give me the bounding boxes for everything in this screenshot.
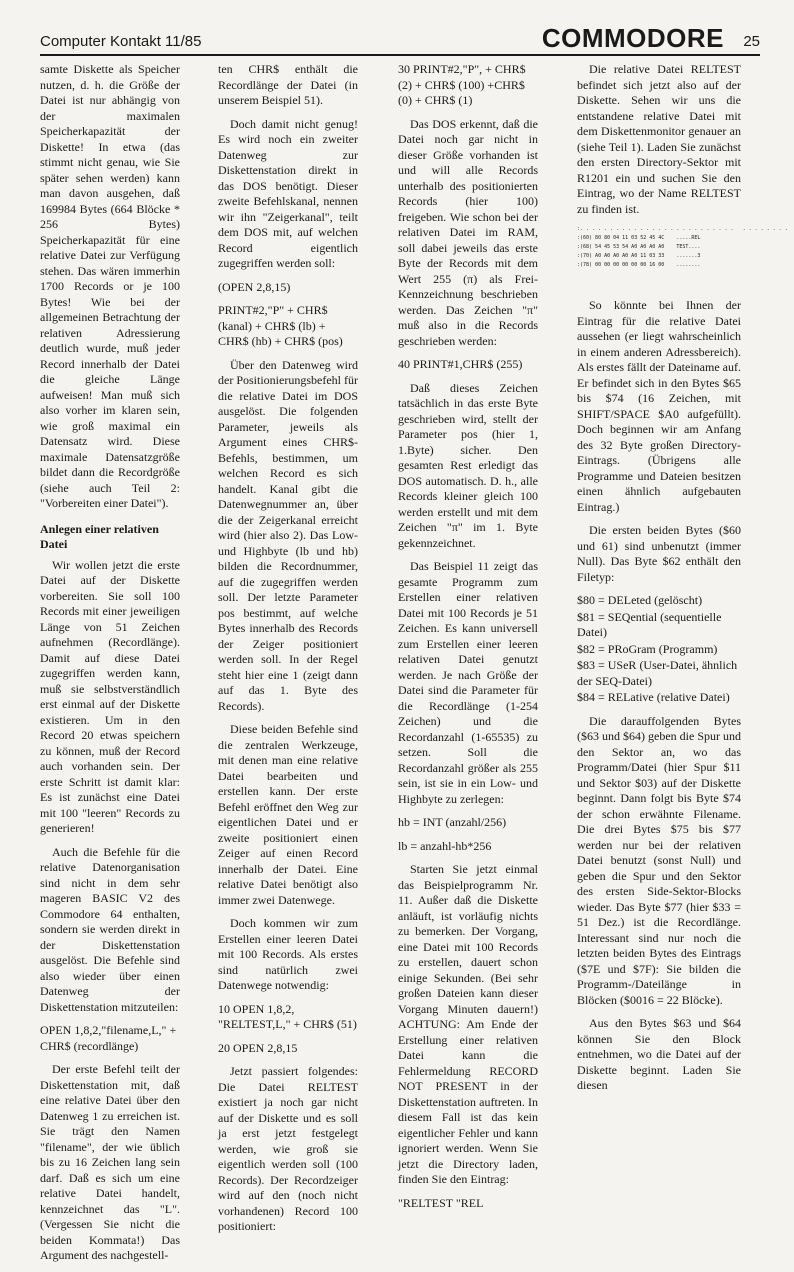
- code-line: (OPEN 2,8,15): [218, 279, 291, 294]
- paragraph: Das Beispiel 11 zeigt das gesamte Programm zum Erstellen einer relativen Datei mit 100 Records je 51 Zeichen. Es kann universell zum Erstellen einer leeren relativen Datei genutzt werden. Je nach Größe der Datei sind die Parameter für die Recordlänge (1-254 Zeichen) und die Recordanzahl (1-65535) zu setzen. Soll die Recordanzahl größer als 255 sein, ist sie in ein Low- und Highbyte zu zerlegen:: [398, 559, 538, 806]
- filetype-item: $84 = RELative (relative Datei): [577, 690, 730, 704]
- code-line: 40 PRINT#1,CHR$ (255): [398, 357, 523, 371]
- paragraph: Doch kommen wir zum Erstellen einer leeren Datei mit 100 Records. Als erstes sind natürlich zwei Datenwege notwendig:: [218, 916, 358, 992]
- column-1: [40, 62, 180, 1272]
- paragraph: ten CHR$ enthält die Recordlänge der Datei (in unserem Beispiel 51).: [218, 62, 358, 107]
- paragraph: Über den Datenweg wird der Positionierungsbefehl für die relative Datei im DOS ausgelöst. Die folgenden Parameter, jeweils als Argument eines CHR$-Befehls, bestimmen, um welchen Record es sich handelt. Kanal gibt die Datenwegnummer an, über die der Zeigerkanal erreicht wird (hier also 2). Das Low- und Highbyte (lb und hb) bilden die Recordnummer, auf die zugegriffen werden soll. Der letzte Parameter pos bestimmt, auf welche Bytes innerhalb des Records der Zeiger positioniert werden soll. In der Regel steht hier eine 1 (zeigt dann auf das 1. Byte des Records).: [218, 357, 358, 713]
- paragraph: Die ersten beiden Bytes ($60 und 61) sind unbenutzt (immer Null). Das Byte $62 enthält den Filetyp:: [577, 523, 741, 584]
- column-2: [218, 62, 358, 1243]
- paragraph: So könnte bei Ihnen der Eintrag für die relative Datei aussehen (er liegt wahrscheinlich in einem anderen Adressbereich). Als erstes fällt der Dateiname auf. Er befindet sich in den Bytes $65 bis $74 (16 Zeichen, mit SHIFT/SPACE $A0 aufgefüllt). Doch beginnen wir am Anfang des 32 Byte großen Directory-Eintrags. (Übrigens alle Programme und Dateien besitzen einen ähnlich aufgebauten Eintrag.): [577, 298, 741, 514]
- paragraph: Jetzt passiert folgendes: Die Datei RELTEST existiert ja noch gar nicht auf der Diskette und es soll ja erst jetzt festgelegt werden, wie groß sie eigentlich werden soll (100 Records). Der Recordzeiger wird auf den (noch nicht vorhandenen) Record 100 positioniert:: [218, 1064, 358, 1233]
- hex-dump: :. . . . . . . . . . . . . . . . . . . . . . . . . . . . . . . . . . :(60) 80 80 04 11 03 52 45 4C .....REL :(68) 54 45 53 54 A0 A0 A0 A0 TEST.... :(70) A0 A0 A0 A0 A0 11 03 33 .......3 :(78) 00 00 00 00 00 00 16 00 ........: [577, 226, 788, 268]
- section-title: COMMODORE: [541, 23, 724, 53]
- paragraph: Doch damit nicht genug! Es wird noch ein zweiter Datenweg zur Diskettenstation direkt in das DOS benötigt. Dieser zweite Befehlskanal, nennen wir ihn "Zeigerkanal", teilt dem DOS mit, auf welchen Record eigentlich zugegriffen werden soll:: [218, 116, 358, 270]
- paragraph: Das DOS erkennt, daß die Datei noch gar nicht in dieser Größe vorhanden ist und will alle Records unterhalb des positionierten Records (hier 100) freigeben. Wie schon bei der relativen Datei im RAM, soll dabei jeweils das erste Byte der Records mit dem Wert 255 (π) als Frei-Kennzeichnung beschrieben werden. Das Zeichen "π" muß also in die Records geschrieben werden:: [398, 116, 538, 348]
- paragraph: Die darauffolgenden Bytes ($63 und $64) geben die Spur und den Sektor an, wo das Programm/Datei (hier Spur $11 und Sektor $03) auf der Diskette beginnt. Dann folgt bis Byte $74 der schon erwähnte Filename. Die drei Bytes $75 bis $77 werden nur bei der relativen Datei benutzt (sonst Null) und geben die Spur und den Sektor des ersten Side-Sektor-Blocks wieder. Das Byte $77 (hier $33 = 51 Dez.) ist die Recordlänge. Interessant sind nur noch die letzten beiden Bytes des Eintrags ($7E und $7F): Sie bilden die Programm-/Dateilänge in Blöcken ($0016 = 22 Blöcke).: [577, 713, 741, 1007]
- column-3: [398, 62, 538, 1219]
- magazine-issue: Computer Kontakt 11/85: [40, 33, 202, 50]
- code-line: 10 OPEN 1,8,2, "RELTEST,L," + CHR$ (51): [218, 1001, 357, 1031]
- code-line: hb = INT (anzahl/256): [398, 815, 507, 829]
- column-4: [577, 62, 788, 1102]
- paragraph: Diese beiden Befehle sind die zentralen Werkzeuge, mit denen man eine relative Datei bearbeiten und erstellen kann. Der erste Befehl eröffnet den Weg zur eigentlichen Datei und er zweite positioniert einen Zeiger auf einen Record innerhalb der Datei. Eine relative Datei benötigt also immer zwei Datenwege.: [218, 722, 358, 907]
- paragraph: Daß dieses Zeichen tatsächlich in das erste Byte geschrieben wird, stellt der Parameter pos (hier 1, 1.Byte) sicher. Den gesamten Rest erledigt das DOS automatisch. D. h., alle Records kleiner gleich 100 werden erstellt und mit dem Zeichen "π" im 1. Byte gekennzeichnet.: [398, 380, 538, 550]
- paragraph: Aus den Bytes $63 und $64 können Sie den Block entnehmen, wo die Datei auf der Diskette beginnt. Laden Sie diesen: [577, 1016, 741, 1092]
- filetype-item: $80 = DELeted (gelöscht): [577, 593, 703, 607]
- paragraph: Starten Sie jetzt einmal das Beispielprogramm Nr. 11. Außer daß die Diskette anläuft, ist vorläufig nichts zu bemerken. Der Vorgang, eine Datei mit 100 Records zu erstellen, dauert schon einige Sekunden. (Bei sehr großen Dateien kann dieser Vorgang Minuten dauern!) ACHTUNG: Am Ende der Erstellung einer relativen Datei kann die Fehlermeldung RECORD NOT PRESENT in der Diskettenstation auftreten. In diesem Fall ist das kein eigentlicher Fehler und kann ignoriert werden. Wenn Sie jetzt die Directory laden, finden Sie den Eintrag:: [398, 862, 538, 1186]
- code-line: lb = anzahl-hb*256: [398, 838, 492, 853]
- page-header: [40, 22, 760, 56]
- filetype-item: $81 = SEQential (sequentielle Datei): [577, 609, 722, 639]
- paragraph: Auch die Befehle für die relative Datenorganisation sind nicht in dem sehr mageren BASIC V2 des Commodore 64 enthalten, sondern sie werden direkt in der Diskettenstation ausgelöst. Die Befehle sind also wieder über einen Datenweg der Diskettenstation mitzuteilen:: [40, 844, 180, 1014]
- filetype-list: [577, 593, 741, 706]
- code-line: 30 PRINT#2,"P", + CHR$ (2) + CHR$ (100) +CHR$ (0) + CHR$ (1): [398, 62, 526, 107]
- filetype-item: $83 = USeR (User-Datei, ähnlich der SEQ-Datei): [577, 658, 738, 688]
- paragraph: samte Diskette als Speicher nutzen, d. h. die Größe der Datei ist nur abhängig von der maximalen Speicherkapazität der Diskette! In etwa (das stimmt nicht genau, wie Sie später sehen werden) kann man davon ausgehen, daß 169984 Bytes (664 Blöcke * 256 Bytes) Speicherkapazität für eine relative Datei zur Verfügung stehen. Das wären immerhin 1700 Records or je 100 Bytes! Wie bei der allgemeinen Betrachtung der relativen Adressierung deutlich wurde, muß jeder Record innerhalb der Datei die gleiche Länge aufweisen! Man muß sich also vorher im klaren sein, wie groß maximal ein Datensatz wird. Diese maximale Datensatzgröße bildet dann die Recordgröße (siehe auch Teil 2: "Vorbereiten einer Datei").: [40, 62, 180, 510]
- page-number: 25: [743, 33, 760, 50]
- filetype-item: $82 = PRoGram (Programm): [577, 641, 718, 656]
- code-line: PRINT#2,"P" + CHR$ (kanal) + CHR$ (lb) + CHR$ (hb) + CHR$ (pos): [218, 303, 343, 348]
- paragraph: Wir wollen jetzt die erste Datei auf der Diskette vorbereiten. Sie soll 100 Records mit einer jeweiligen Länge von 51 Zeichen aufnehmen (Recordlänge). Damit auf diese Datei zugegriffen werden kann, muß sie selbstverständlich erst einmal auf der Diskette existieren. Um in den Record 20 etwas speichern zu können, muß der Record auch vorhanden sein. Der erste Schritt ist damit klar: Es ist zunächst eine Datei mit 100 "leeren" Records zu generieren!: [40, 557, 180, 835]
- paragraph: Der erste Befehl teilt der Diskettenstation mit, daß eine relative Datei über den Datenweg 1 zu erreichen ist. Sie trägt den Namen "filename", der wie üblich bis zu 16 Zeichen lang sein darf. Daß es sich um eine relative Datei handelt, kennzeichnet das "L". (Vergessen Sie nicht die beiden Kommata!) Das Argument des nachgestell-: [40, 1062, 180, 1262]
- paragraph: Die relative Datei RELTEST befindet sich jetzt also auf der Diskette. Sehen wir uns die entstandene relative Datei mit dem Diskettenmonitor genauer an (siehe Teil 1). Laden Sie zunächst den ersten Directory-Sektor mit R1201 ein und suchen Sie den Eintrag, wo der Name RELTEST zu finden ist.: [577, 62, 741, 216]
- code-line: OPEN 1,8,2,"filename,L," + CHR$ (recordlänge): [40, 1023, 177, 1053]
- code-line: 20 OPEN 2,8,15: [218, 1040, 298, 1055]
- code-line: "RELTEST "REL: [398, 1195, 484, 1210]
- subheading: Anlegen einer relativen Datei: [40, 521, 159, 551]
